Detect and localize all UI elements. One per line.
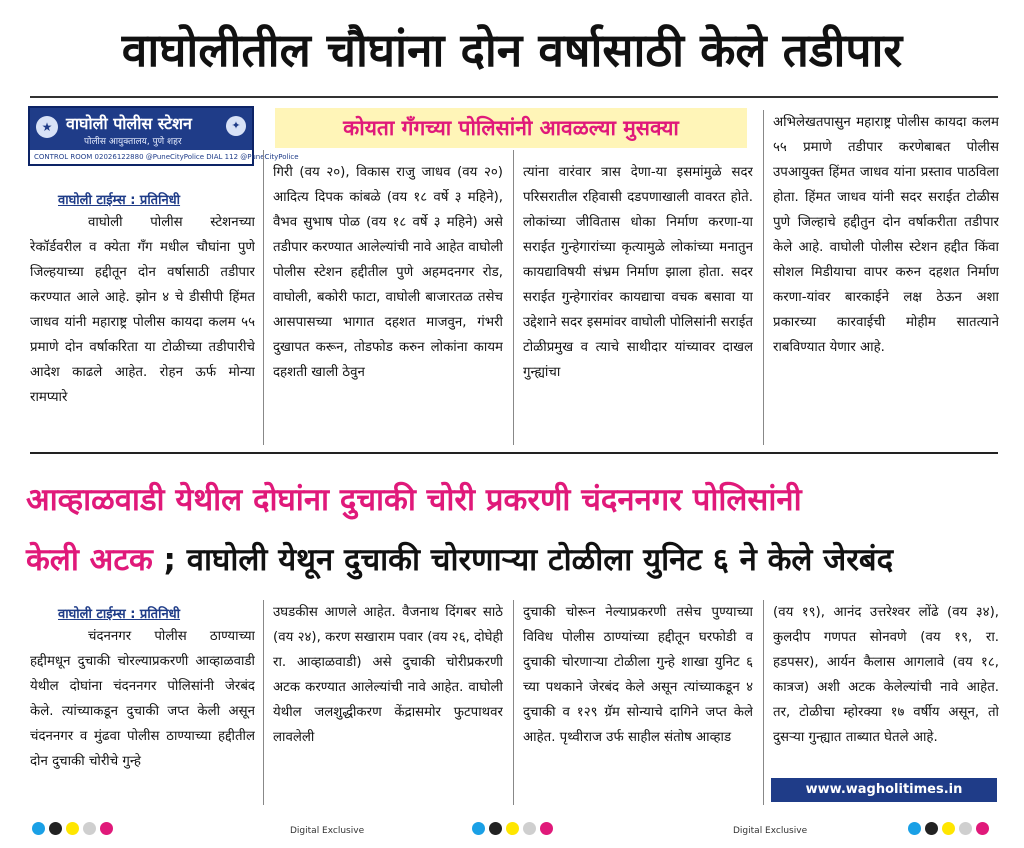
police-banner-title: वाघोली पोलीस स्टेशन: [66, 114, 192, 133]
column-separator: [263, 600, 264, 805]
column-separator: [763, 110, 764, 445]
footer-label-right: Digital Exclusive: [733, 826, 808, 836]
story2-byline: वाघोली टाईम्स : प्रतिनिधी: [58, 607, 181, 622]
story2-headline-line1: आव्हाळवाडी येथील दोघांना दुचाकी चोरी प्रकरणी चंदननगर पोलिसांनी: [26, 482, 802, 518]
registration-dot: [959, 822, 972, 835]
story1-column-4: अभिलेखतपासुन महाराष्ट्र पोलीस कायदा कलम ५५ प्रमाणे तडीपार करणेबाबत पोलीस उपआयुक्त हिंमत जाधव यांना प्रस्ताव पाठविला होता. हिंमत जाधव यांनी सदर सराईत टोळीस पुणे जिल्हाचे हद्दीतुन दोन वर्षाकरीता तडीपार केले आहे. वाघोली पोलीस स्टेशन हद्दीत किंवा सोशल मिडीयाचा वापर करुन दहशत निर्माण करणा-यांवर बारकाईने लक्ष ठेऊन अशा प्रकारच्या कारवाईची मोहीम सातत्याने राबविण्यात येणार आहे.: [773, 115, 999, 355]
story2-column-3: दुचाकी चोरून नेल्याप्रकरणी तसेच पुण्याच्या विविध पोलीस ठाण्यांच्या हद्दीतून घरफोडी व दुचाकी चोरणाऱ्या टोळीला गुन्हे शाखा युनिट ६ च्या पथकाने जेरबंद केले असून त्यांच्याकडून ४ दुचाकी व १२९ ग्रॅम सोन्याचे दागिने जप्त केले आहेत. पृथ्वीराज उर्फ साहील संतोष आव्हाड: [523, 605, 753, 745]
story1-byline: वाघोली टाईम्स : प्रतिनिधी: [58, 193, 181, 208]
registration-dot: [472, 822, 485, 835]
middle-divider: [30, 452, 998, 454]
color-registration-dots-left: [32, 822, 113, 835]
column-separator: [763, 600, 764, 805]
story2-headline-highlight: केली अटक: [26, 542, 153, 578]
website-banner[interactable]: www.wagholitimes.in: [771, 778, 997, 802]
top-divider: [30, 96, 998, 98]
police-emblem-icon: ★: [36, 116, 58, 138]
column-separator: [513, 600, 514, 805]
color-registration-dots-right: [908, 822, 989, 835]
registration-dot: [49, 822, 62, 835]
story2-column-4: (वय १९), आनंद उत्तरेश्वर लोंढे (वय ३४), कुलदीप गणपत सोनवणे (वय १९, रा. हडपसर), आर्यन कैलास आगलावे (वय १८, कात्रज) अशी अटक केलेल्यांची नावे आहेत. तर, टोळीचा म्होरक्या १७ वर्षीय असून, तो दुसऱ्या गुन्ह्यात ताब्यात घेतले आहे.: [773, 605, 999, 745]
column-separator: [263, 150, 264, 445]
registration-dot: [540, 822, 553, 835]
story2-headline-line2: [26, 538, 893, 580]
story2-headline-rest: ; वाघोली येथून दुचाकी चोरणाऱ्या टोळीला युनिट ६ ने केले जेरबंद: [152, 542, 894, 578]
column-separator: [513, 150, 514, 445]
registration-dot: [942, 822, 955, 835]
registration-dot: [66, 822, 79, 835]
registration-dot: [100, 822, 113, 835]
story1-column-2: गिरी (वय २०), विकास राजु जाधव (वय २०) आदित्य दिपक कांबळे (वय १८ वर्षे ३ महिने), वैभव सुभाष पोळ (वय १८ वर्षे ३ महिने) असे तडीपार करण्यात आलेल्यांची नावे आहेत वाघोली पोलीस स्टेशन हद्दीतील पुणे अहमदनगर रोड, वाघोली, बकोरी फाटा, वाघोली बाजारतळ तसेच आसपासच्या भागात दहशत माजवुन, गंभरी दुखापत करून, तोडफोड करुन लोकांना कायम दहशती खाली ठेवुन: [273, 165, 503, 380]
main-headline: वाघोलीतील चौघांना दोन वर्षासाठी केले तडीपार: [121, 23, 903, 77]
story1-column-1: वाघोली पोलीस स्टेशनच्या रेकॉर्डवरील व क्‍येता गँग मधील चौघांना पुणे जिल्हयाच्या हद्दीतून दोन वर्षासाठी तडीपार करण्यात आले आहे. झोन ४ चे डीसीपी हिंमत जाधव यांनी महाराष्ट्र पोलीस कायदा कलम ५५ प्रमाणे दोन वर्षाकरिता या टोळीच्या तडीपारीचे आदेश काढले आहेत. रोहन ऊर्फ मोन्या रामप्यारे: [30, 215, 255, 405]
registration-dot: [523, 822, 536, 835]
story2-column-2: उघडकीस आणले आहेत. वैजनाथ दिंगबर साठे (वय २४), करण सखाराम पवार (वय २६, दोघेही रा. आव्हाळवाडी) असे दुचाकी चोरीप्रकरणी अटक करण्यात आलेल्यांची नावे आहेत. वाघोली येथील जलशुद्धीकरण केंद्रासमोर फुटपाथवर लावलेली: [273, 605, 503, 745]
story2-column-1: चंदननगर पोलीस ठाण्याच्या हद्दीमधून दुचाकी चोरल्याप्रकरणी आव्हाळवाडी येथील दोघांना चंदननगर पोलिसांनी जेरबंद केले. त्यांच्याकडून दुचाकी जप्त केली असून चंदननगर व मुंढवा पोलीस ठाण्याच्या हद्दीतील दोन दुचाकी चोरीचे गुन्हे: [30, 629, 255, 769]
police-station-banner: [28, 106, 299, 166]
story1-column-3: त्यांना वारंवार त्रास देणा-या इसमांमुळे सदर परिसरातील रहिवासी दडपणाखाली वावरत होते. लोकांच्या जीवितास धोका निर्माण करणा-या सराईत गुन्हेगारांच्या कृत्यामुळे लोकांच्या मनातुन कायद्याविषयी संभ्रम निर्माण झाला होता. सदर सराईत गुन्हेगारांवर कायद्याचा वचक बसावा या उद्देशाने सदर इसमांवर वाघोली पोलिसांनी सराईत टोळीप्रमुख व त्याचे साथीदार यांच्यावर दाखल गुन्ह्यांचा: [523, 165, 753, 380]
registration-dot: [976, 822, 989, 835]
police-banner-subtitle: पोलीस आयुक्तालय, पुणे शहर: [84, 137, 182, 147]
registration-dot: [925, 822, 938, 835]
registration-dot: [32, 822, 45, 835]
story1-subheadline: कोयता गँगच्या पोलिसांनी आवळल्या मुसक्या: [275, 108, 747, 148]
police-banner-contact-bar: CONTROL ROOM 02026122880 @PuneCityPolice DIAL 112 @PuneCityPolice: [30, 150, 252, 164]
footer-label-left: Digital Exclusive: [290, 826, 365, 836]
police-badge-icon: ✦: [226, 116, 246, 136]
registration-dot: [908, 822, 921, 835]
registration-dot: [489, 822, 502, 835]
registration-dot: [506, 822, 519, 835]
color-registration-dots-center: [472, 822, 553, 835]
registration-dot: [83, 822, 96, 835]
